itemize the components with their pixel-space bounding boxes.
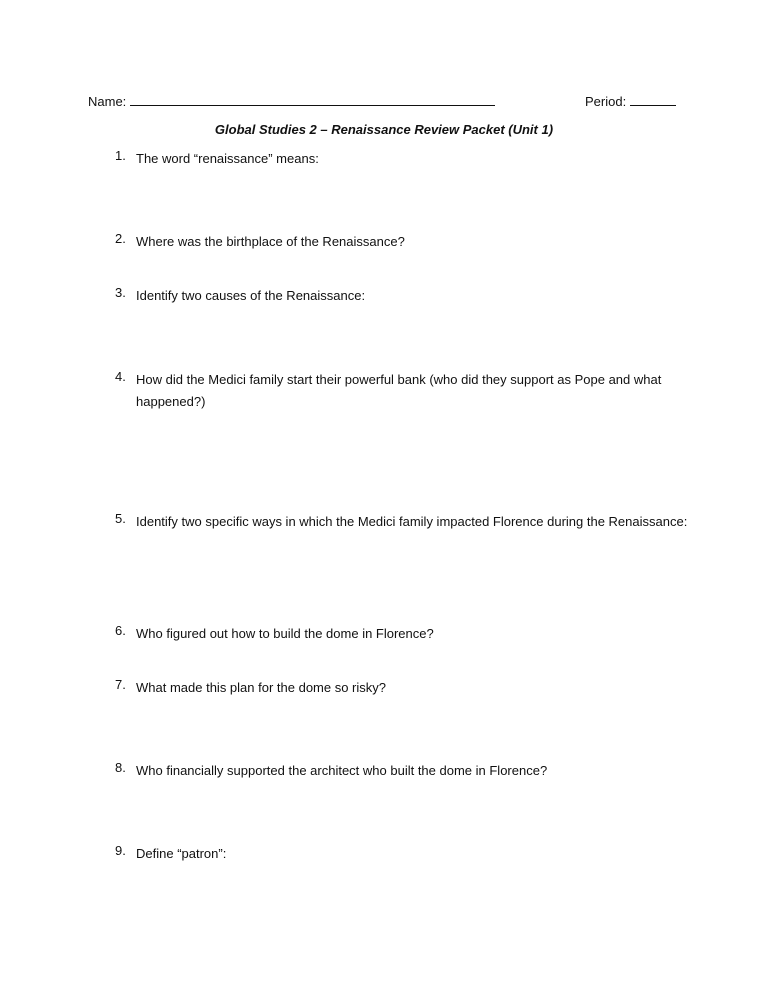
question-number: 3. — [115, 285, 126, 300]
question-text: Who financially supported the architect who built the dome in Florence? — [136, 763, 548, 778]
question-text: What made this plan for the dome so risky? — [136, 680, 387, 695]
period-field — [585, 92, 676, 110]
question-number: 6. — [115, 623, 126, 638]
question-text: Identify two specific ways in which the Medici family impacted Florence during the Renaissance: — [136, 514, 688, 529]
question-number: 9. — [115, 843, 126, 858]
question-number: 2. — [115, 231, 126, 246]
question-text: The word “renaissance” means: — [136, 151, 319, 166]
question-number: 1. — [115, 148, 126, 163]
period-label: Period: — [585, 94, 627, 109]
question-text: Who figured out how to build the dome in Florence? — [136, 626, 434, 641]
question-number: 5. — [115, 511, 126, 526]
question-text: Where was the birthplace of the Renaissance? — [136, 234, 405, 249]
question-text: Define “patron”: — [136, 846, 227, 861]
question-number: 7. — [115, 677, 126, 692]
page-title: Global Studies 2 – Renaissance Review Packet (Unit 1) — [214, 122, 554, 137]
name-blank[interactable] — [130, 92, 495, 106]
question-number: 4. — [115, 369, 126, 384]
question-text: Identify two causes of the Renaissance: — [136, 288, 366, 303]
question-text: How did the Medici family start their powerful bank (who did they support as Pope and what happened?) — [136, 372, 662, 409]
period-blank[interactable] — [630, 92, 676, 106]
question-number: 8. — [115, 760, 126, 775]
name-field — [88, 92, 495, 110]
name-label: Name: — [88, 94, 127, 109]
